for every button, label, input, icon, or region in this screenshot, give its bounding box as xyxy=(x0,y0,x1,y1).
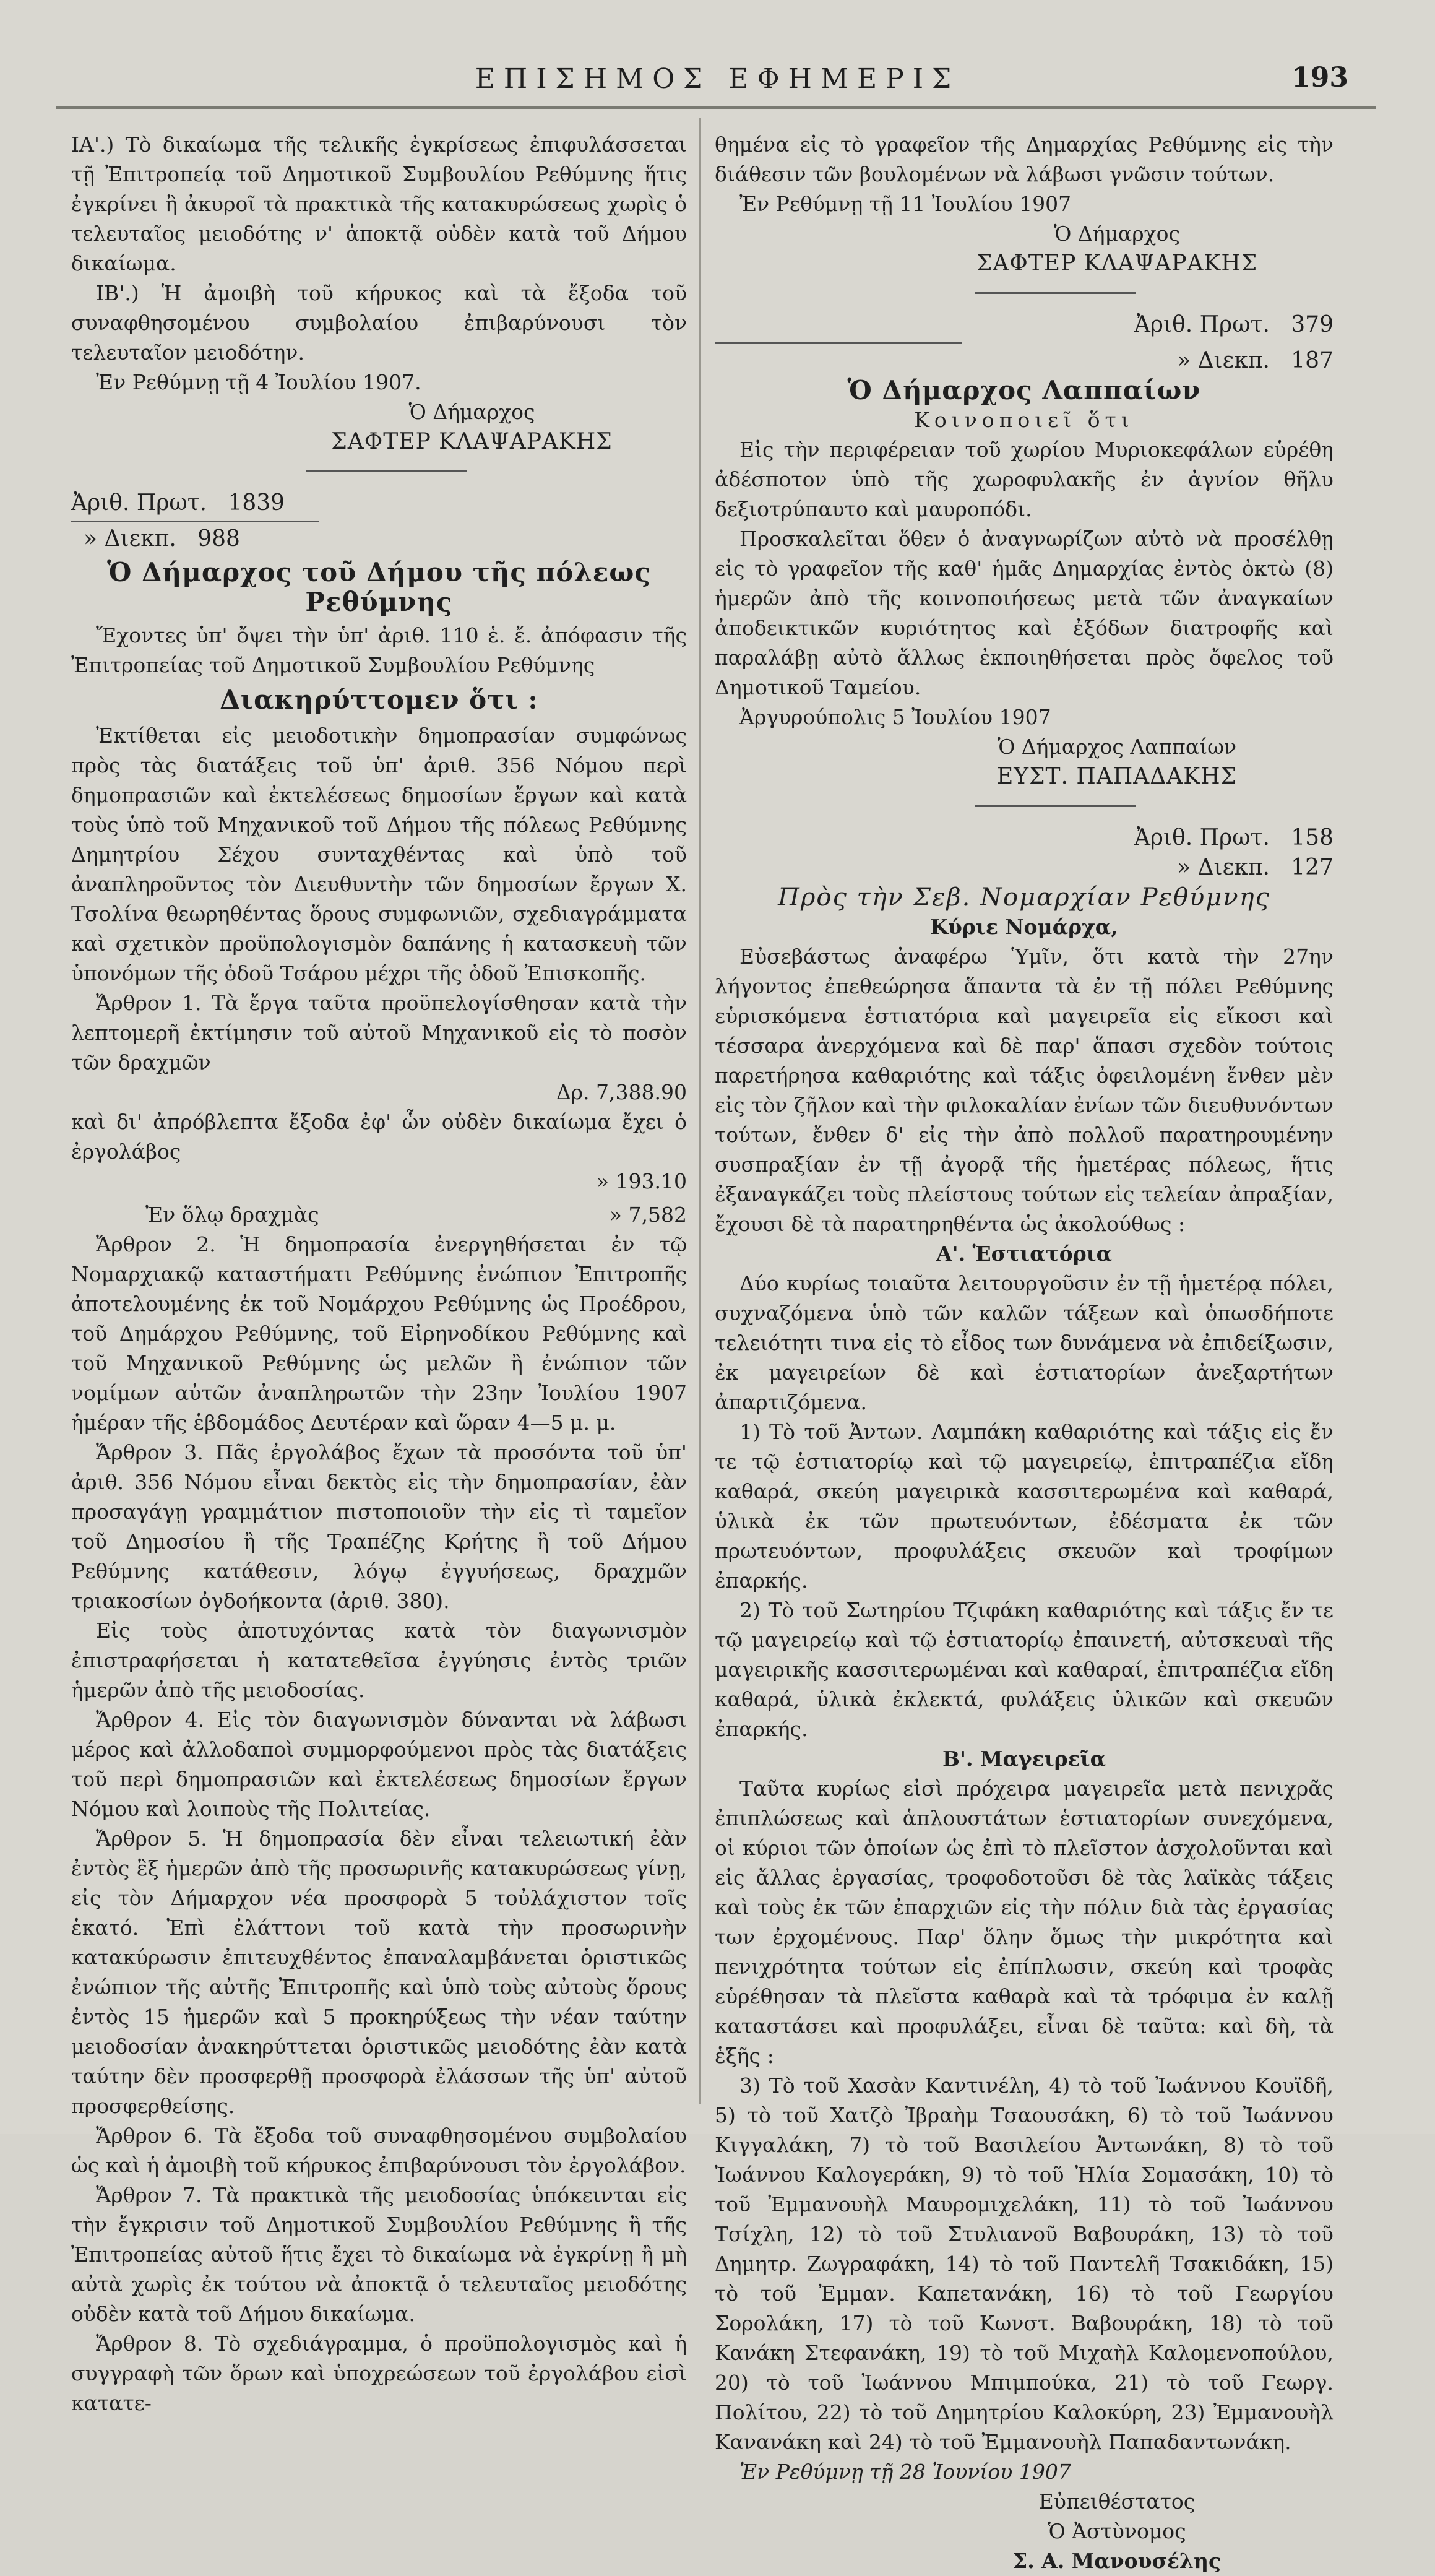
reference-block xyxy=(715,310,1334,376)
signature-title: Ὁ Δήμαρχος Λαππαίων xyxy=(997,735,1237,759)
separator-rule xyxy=(975,805,1136,807)
ref-number: 1839 xyxy=(228,490,285,516)
paragraph: Ταῦτα κυρίως εἰσὶ πρόχειρα μαγειρεῖα μετὰ πενιχρᾶς ἐπιπλώσεως καὶ ἁπλουστάτων ἑστιατορίων συνεχόμενα, οἱ κύριοι τῶν ὁποίων ὡς ἐπὶ τὸ πλεῖστον ἀσχολοῦνται καὶ εἰς ἄλλας ἐργασίας, τροφοδοτοῦσι δὲ τὰς λαϊκὰς τάξεις καὶ τοὺς ἐκ τῶν ἐπαρχιῶν εἰς τὴν πόλιν διὰ τὰς ἐργασίας των ἐρχομένους. Παρ' ὅλην ὅμως τὴν μικρότητα καὶ πενιχρότητα τούτων εἰς ἐπίπλωσιν, σκεύη καὶ τροφὰς εὑρέθησαν τὰ πλεῖστα καθαρὰ καὶ τὰ τρόφιμα ἐν καλῇ καταστάσει καὶ προφυλάξει, εἶναι δὲ ταῦτα: καὶ δὴ, τὰ ἑξῆς : xyxy=(715,1776,1334,2068)
reference-block xyxy=(71,488,687,554)
right-column xyxy=(715,130,1334,2576)
column-divider xyxy=(699,118,701,2104)
paragraph: Ἄρθρον 2. Ἡ δημοπρασία ἐνεργηθήσεται ἐν τῷ Νομαρχιακῷ καταστήματι Ρεθύμνης ἐνώπιον Ἐπιτροπῆς ἀποτελουμένης ἐκ τοῦ Νομάρχου Ρεθύμνης ὡς Προέδρου, τοῦ Δημάρχου Ρεθύμνης, τοῦ Εἰρηνοδίκου Ρεθύμνης καὶ τοῦ Μηχανικοῦ Ρεθύμνης ὡς μελῶν ἢ ἐνώπιον τῶν νομίμων αὐτῶν ἀναπληρωτῶν τὴν 23ην Ἰουλίου 1907 ἡμέραν τῆς ἑβδομάδος Δευτέραν καὶ ὥραν 4—5 μ. μ. xyxy=(71,1232,687,1435)
paragraph: Δύο κυρίως τοιαῦτα λειτουργοῦσιν ἐν τῇ ἡμετέρᾳ πόλει, συχναζόμενα ὑπὸ τῶν καλῶν τάξεων καὶ ὁπωσδήποτε τελειότητι τινα εἰς τὸ εἶδος των δυνάμενα νὰ ἐπιδείξωσιν, ἐκ μαγειρείων δὲ καὶ ἑστιατορίων ἀνεξαρτήτων ἀπαρτιζόμενα. xyxy=(715,1271,1334,1414)
paragraph: ΙΑ'.) Τὸ δικαίωμα τῆς τελικῆς ἐγκρίσεως ἐπιφυλάσσεται τῇ Ἐπιτροπείᾳ τοῦ Δημοτικοῦ Συμβουλίου Ρεθύμνης ἥτις ἐγκρίνει ἢ ἀκυροῖ τὰ πρακτικὰ τῆς κατακυρώσεως χωρὶς ὁ τελευταῖος μειοδότης ν' ἀποκτᾷ οὐδὲν κατὰ τοῦ Δήμου δικαίωμα. xyxy=(71,132,687,275)
ref-label: » Διεκπ. xyxy=(84,526,176,551)
section-heading: Ὁ Δήμαρχος τοῦ Δήμου τῆς πόλεως Ρεθύμνης xyxy=(107,557,651,617)
paragraph: Ἐκτίθεται εἰς μειοδοτικὴν δημοπρασίαν συμφώνως πρὸς τὰς διατάξεις τοῦ ὑπ' ἀριθ. 356 Νόμου περὶ δημοπρασιῶν καὶ ἐκτελέσεως δημοσίων ἔργων καὶ κατὰ τοὺς ὑπὸ τοῦ Μηχανικοῦ τοῦ Δήμου τῆς πόλεως Ρεθύμνης Δημητρίου Σέχου συνταχθέντας καὶ ὑπὸ τοῦ ἀναπληροῦντος τὸν Διευθυντὴν τῶν δημοσίων ἔργων Χ. Τσολίνα θεωρηθέντας ὅρους συμφωνιῶν, σχεδιαγράμματα καὶ σχετικὸν προϋπολογισμὸν δαπάνης ἡ κατασκευὴ τῶν ὑπονόμων τῆς ὁδοῦ Τσάρου μέχρι τῆς ὁδοῦ Ἐπισκοπῆς. xyxy=(71,724,687,985)
ref-label: Ἀριθ. Πρωτ. xyxy=(1134,825,1270,850)
amount: » 193.10 xyxy=(596,1169,687,1193)
paragraph: Εἰς τοὺς ἀποτυχόντας κατὰ τὸν διαγωνισμὸν ἐπιστραφήσεται ἡ κατατεθεῖσα ἐγγύησις ἐντὸς τριῶν ἡμερῶν ἀπὸ τῆς μειοδοσίας. xyxy=(71,1619,687,1702)
separator-rule xyxy=(306,470,467,472)
paragraph: Ἄρθρον 8. Τὸ σχεδιάγραμμα, ὁ προϋπολογισμὸς καὶ ἡ συγγραφὴ τῶν ὅρων καὶ ὑποχρεώσεων τοῦ ἐργολάβου εἰσὶ κατατε- xyxy=(71,2332,687,2415)
ref-label: Ἀριθ. Πρωτ. xyxy=(71,490,207,516)
ref-label: » Διεκπ. xyxy=(1177,855,1270,880)
date-line: Ἐν Ρεθύμνῃ τῇ 11 Ἰουλίου 1907 xyxy=(739,192,1072,216)
signature-name: Σ. Α. Μανουσέλης xyxy=(1012,2549,1222,2573)
paragraph: καὶ δι' ἀπρόβλεπτα ἔξοδα ἐφ' ὧν οὐδὲν δικαίωμα ἔχει ὁ ἐργολάβος xyxy=(71,1110,687,1164)
signature-name: ΣΑΦΤΕΡ ΚΛΑΨΑΡΑΚΗΣ xyxy=(976,251,1258,276)
amount: Δρ. 7,388.90 xyxy=(556,1080,687,1104)
reference-block xyxy=(715,823,1334,883)
ref-number: 158 xyxy=(1291,825,1334,850)
section-heading: Πρὸς τὴν Σεβ. Νομαρχίαν Ρεθύμνης xyxy=(777,883,1271,912)
total-amount: » 7,582 xyxy=(609,1203,687,1227)
paragraph: Ἔχοντες ὑπ' ὄψει τὴν ὑπ' ἀριθ. 110 ἑ. ἔ. ἀπόφασιν τῆς Ἐπιτροπείας τοῦ Δημοτικοῦ Συμβουλίου Ρεθύμνης xyxy=(71,623,687,677)
section-heading: Διακηρύττομεν ὅτι : xyxy=(220,685,538,715)
ref-label: Ἀριθ. Πρωτ. xyxy=(1134,312,1270,337)
ref-rule xyxy=(71,521,319,522)
paragraph: Εἰς τὴν περιφέρειαν τοῦ χωρίου Μυριοκεφάλων εὑρέθη ἀδέσποτον ὑπὸ τῆς χωροφυλακῆς ἐν ἀγνίον θῆλυ δεξιοτρύπαυτο καὶ μαυροπόδι. xyxy=(715,438,1334,521)
ref-rule xyxy=(715,342,962,344)
paragraph: 1) Τὸ τοῦ Ἀντων. Λαμπάκη καθαριότης καὶ τάξις εἰς ἔν τε τῷ ἑστιατορίῳ καὶ τῷ μαγειρείῳ, ἐπιτραπέζια εἴδη καθαρά, σκεύη μαγειρικὰ κασσιτερωμένα καὶ καθαρά, ὑλικὰ ἐκ τῶν πρωτευόντων, ἐδέσματα ἐκ τῶν πρωτευόντων, προφυλάξεις σκευῶν καὶ τροφίμων ἐπαρκής. xyxy=(715,1420,1334,1593)
ref-number: 127 xyxy=(1291,855,1334,880)
paragraph: Εὐσεβάστως ἀναφέρω Ὑμῖν, ὅτι κατὰ τὴν 27ην λήγοντος ἐπεθεώρησα ἅπαντα τὰ ἐν τῇ πόλει Ρεθύμνης εὑρισκόμενα ἑστιατόρια καὶ μαγειρεῖα εἰς εἴκοσι καὶ τέσσαρα ἀνερχόμενα καὶ δὲ παρ' ἅπασι σχεδὸν τούτοις παρετήρησα καθαριότης καὶ τάξις ὀφειλομένη ἔνθεν μὲν εἰς τὸν ζῆλον καὶ τὴν φιλοκαλίαν ἐνίων τῶν διευθυνόντων τούτων, ἔνθεν δ' εἰς τὴν ἀπὸ πολλοῦ παρατηρουμένην συσπραξίαν ἐν τῇ ἀγορᾷ τῆς ἡμετέρας πόλεως, ἥτις ἐξαναγκάζει τοὺς πλείστους τούτων εἰς τελείαν ἀπραξίαν, ἔχουσι δὲ τὰ παρατηρηθέντα ὡς ἀκολούθως : xyxy=(715,944,1334,1236)
total-label: Ἐν ὅλῳ δραχμὰς xyxy=(145,1203,319,1227)
paragraph: ΙΒ'.) Ἡ ἀμοιβὴ τοῦ κήρυκος καὶ τὰ ἔξοδα τοῦ συναφθησομένου συμβολαίου ἐπιβαρύνουσι τὸν τελευταῖον μειοδότην. xyxy=(71,281,687,365)
page-number: 193 xyxy=(1291,62,1348,93)
signature-name: ΕΥΣΤ. ΠΑΠΑΔΑΚΗΣ xyxy=(997,764,1237,789)
left-column xyxy=(71,130,687,2418)
paragraph: θημένα εἰς τὸ γραφεῖον τῆς Δημαρχίας Ρεθύμνης εἰς τὴν διάθεσιν τῶν βουλομένων νὰ λάβωσι γνῶσιν τούτων. xyxy=(715,132,1334,186)
paragraph: 3) Τὸ τοῦ Χασὰν Καντινέλη, 4) τὸ τοῦ Ἰωάννου Κουϊδῆ, 5) τὸ τοῦ Χατζὸ Ἰβραὴμ Τσαουσάκη, 6) τὸ τοῦ Ἰωάννου Κιγγαλάκη, 7) τὸ τοῦ Βασιλείου Ἀντωνάκη, 8) τὸ τοῦ Ἰωάννου Καλογεράκη, 9) τὸ τοῦ Ἠλία Σομασάκη, 10) τὸ τοῦ Ἐμμανουὴλ Μαυρομιχελάκη, 11) τὸ τοῦ Ἰωάννου Τσίχλη, 12) τὸ τοῦ Στυλιανοῦ Βαβουράκη, 13) τὸ τοῦ Δημητρ. Ζωγραφάκη, 14) τὸ τοῦ Παντελῆ Τσακιδάκη, 15) τὸ τοῦ Ἐμμαν. Καπετανάκη, 16) τὸ τοῦ Γεωργίου Σορολάκη, 17) τὸ τοῦ Κωνστ. Βαβουράκη, 18) τὸ τοῦ Κανάκη Στεφανάκη, 19) τὸ τοῦ Μιχαὴλ Καλομενοπούλου, 20) τὸ τοῦ Ἰωάννου Μπιμπούκα, 21) τὸ τοῦ Γεωργ. Πολίτου, 22) τὸ τοῦ Δημητρίου Καλοκύρη, 23) Ἐμμανουὴλ Κανανάκη καὶ 24) τὸ τοῦ Ἐμμανουὴλ Παπαδαντωνάκη. xyxy=(715,2073,1334,2454)
ref-number: 379 xyxy=(1291,312,1334,337)
ref-number: 988 xyxy=(197,526,240,551)
paragraph: 2) Τὸ τοῦ Σωτηρίου Τζιφάκη καθαριότης καὶ τάξις ἔν τε τῷ μαγειρείῳ καὶ τῷ ἑστιατορίῳ ἐπαινετή, αὐτσκευαὶ τῆς μαγειρικῆς κασσιτερωμέναι καὶ καθαραί, ἐπιτραπέζια εἴδη καθαρά, ὑλικὰ ἐκλεκτά, φυλάξεις ὑλικῶν καὶ σκευῶν ἐπαρκής. xyxy=(715,1598,1334,1741)
date-line: Ἀργυρούπολις 5 Ἰουλίου 1907 xyxy=(739,705,1051,729)
paragraph: Ἄρθρον 4. Εἰς τὸν διαγωνισμὸν δύνανται νὰ λάβωσι μέρος καὶ ἀλλοδαποὶ συμμορφούμενοι πρὸς τὰς διατάξεις τοῦ περὶ δημοπρασιῶν καὶ ἐκτελέσεως δημοσίων ἔργων Νόμου καὶ λοιποὺς τῆς Πολιτείας. xyxy=(71,1708,687,1821)
paragraph: Προσκαλεῖται ὅθεν ὁ ἀναγνωρίζων αὐτὸ νὰ προσέλθῃ εἰς τὸ γραφεῖον τῆς καθ' ἡμᾶς Δημαρχίας ἐντὸς ὀκτὼ (8) ἡμερῶν ἀπὸ τῆς κοινοποιήσεως μετὰ τῶν ἀναγκαίων ἀποδεικτικῶν κυριότητος καὶ ἐξόδων διατροφῆς καὶ παραλάβῃ αὐτὸ ἄλλως ἐκποιηθήσεται πρὸς ὄφελος τοῦ Δημοτικοῦ Ταμείου. xyxy=(715,527,1334,699)
section-subheading: Κοινοποιεῖ ὅτι xyxy=(914,408,1134,432)
subsection-heading: Α'. Ἑστιατόρια xyxy=(936,1242,1113,1266)
date-line: Ἐν Ρεθύμνῃ τῇ 4 Ἰουλίου 1907. xyxy=(96,370,421,394)
closing: Εὐπειθέστατος xyxy=(1038,2489,1196,2513)
date-line: Ἐν Ρεθύμνῃ τῇ 28 Ἰουνίου 1907 xyxy=(739,2460,1071,2484)
header-rule xyxy=(56,106,1376,109)
paragraph: Ἄρθρον 1. Τὰ ἔργα ταῦτα προϋπελογίσθησαν κατὰ τὴν λεπτομερῆ ἐκτίμησιν τοῦ αὐτοῦ Μηχανικοῦ εἰς τὸ ποσὸν τῶν δραχμῶν xyxy=(71,991,687,1074)
ref-number: 187 xyxy=(1291,348,1334,373)
paragraph: Ἄρθρον 7. Τὰ πρακτικὰ τῆς μειοδοσίας ὑπόκεινται εἰς τὴν ἔγκρισιν τοῦ Δημοτικοῦ Συμβουλίου Ρεθύμνης ἢ τῆς Ἐπιτροπείας αὐτοῦ ἥτις ἔχει τὸ δικαίωμα νὰ ἐγκρίνῃ ἢ μὴ αὐτὰ χωρὶς ἐκ τούτου νὰ ἀποκτᾷ ὁ τελευταῖος μειοδότης οὐδὲν κατὰ τοῦ Δήμου δικαίωμα. xyxy=(71,2183,687,2326)
signature-title: Ὁ Ἀστὺνομος xyxy=(1048,2519,1186,2543)
salutation: Κύριε Νομάρχα, xyxy=(930,915,1118,939)
section-heading: Ὁ Δήμαρχος Λαππαίων xyxy=(847,375,1201,405)
total-row xyxy=(71,1200,687,1230)
signature-title: Ὁ Δήμαρχος xyxy=(1054,222,1180,246)
paragraph: Ἄρθρον 5. Ἡ δημοπρασία δὲν εἶναι τελειωτική ἐὰν ἐντὸς ἓξ ἡμερῶν ἀπὸ τῆς προσωρινῆς κατακυρώσεως γίνῃ, εἰς τὸν Δήμαρχον νέα προσφορὰ 5 τοὐλάχιστον τοῖς ἑκατό. Ἐπὶ ἐλάττονι τοῦ κατὰ τὴν προσωρινὴν κατακύρωσιν ἐπιτευχθέντος ἐπαναλαμβάνεται ὁριστικῶς ἐνώπιον τῆς αὐτῆς Ἐπιτροπῆς καὶ ὑπὸ τοὺς αὐτοὺς ὅρους ἐντὸς 15 ἡμερῶν καὶ 5 προκηρύξεως τὴν νέαν ταύτην μειοδοσίαν ἀνακηρύττεται ὁριστικῶς μειοδότης ἐὰν κατὰ ταύτην δὲν προσφερθῇ προσφορὰ ἐλάσσων τῆς ὑπ' αὐτοῦ προσφερθείσης. xyxy=(71,1826,687,2118)
ref-label: » Διεκπ. xyxy=(1177,348,1270,373)
separator-rule xyxy=(975,292,1136,294)
signature-name: ΣΑΦΤΕΡ ΚΛΑΨΑΡΑΚΗΣ xyxy=(331,429,613,454)
paragraph: Ἄρθρον 3. Πᾶς ἐργολάβος ἔχων τὰ προσόντα τοῦ ὑπ' ἀριθ. 356 Νόμου εἶναι δεκτὸς εἰς τὴν δημοπρασίαν, ἐὰν προσαγάγῃ γραμμάτιον πιστοποιοῦν τὴν εἰς τὶ ταμεῖον τοῦ Δημοσίου ἢ τῆς Τραπέζης Κρήτης ἢ τοῦ Δήμου Ρεθύμνης κατάθεσιν, λόγῳ ἐγγυήσεως, δραχμῶν τριακοσίων ὀγδοήκοντα (ἀριθ. 380). xyxy=(71,1440,687,1613)
running-title: ΕΠΙΣΗΜΟΣ ΕΦΗΜΕΡΙΣ xyxy=(475,63,960,95)
paragraph: Ἄρθρον 6. Τὰ ἔξοδα τοῦ συναφθησομένου συμβολαίου ὡς καὶ ἡ ἀμοιβὴ τοῦ κήρυκος ἐπιβαρύνουσι τὸν ἐργολάβον. xyxy=(71,2124,687,2177)
subsection-heading: Β'. Μαγειρεῖα xyxy=(942,1747,1106,1771)
signature-title: Ὁ Δήμαρχος xyxy=(408,400,535,424)
